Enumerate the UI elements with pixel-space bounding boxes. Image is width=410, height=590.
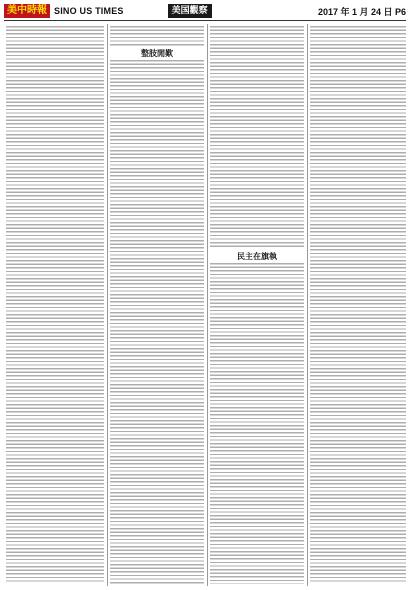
newspaper-name-english: SINO US TIMES xyxy=(54,6,124,16)
subheading: 整肢閒歎 xyxy=(141,49,173,58)
article-column-3 xyxy=(210,263,304,584)
section-title: 美国觀察 xyxy=(168,4,212,18)
article-column-1 xyxy=(6,26,104,584)
newspaper-logo: 美中時報 xyxy=(4,4,50,18)
article-column-3-top xyxy=(210,26,304,248)
article-column-4 xyxy=(310,26,406,584)
column-divider xyxy=(207,24,208,586)
masthead-rule xyxy=(4,20,406,21)
article-column-2 xyxy=(110,60,204,584)
issue-date-page: 2017 年 1 月 24 日 P6 xyxy=(317,6,406,17)
column-divider xyxy=(307,24,308,586)
column-divider xyxy=(107,24,108,586)
subheading: 民主在旗執 xyxy=(237,252,277,261)
masthead xyxy=(4,4,406,18)
article-column-2-top xyxy=(110,26,204,46)
